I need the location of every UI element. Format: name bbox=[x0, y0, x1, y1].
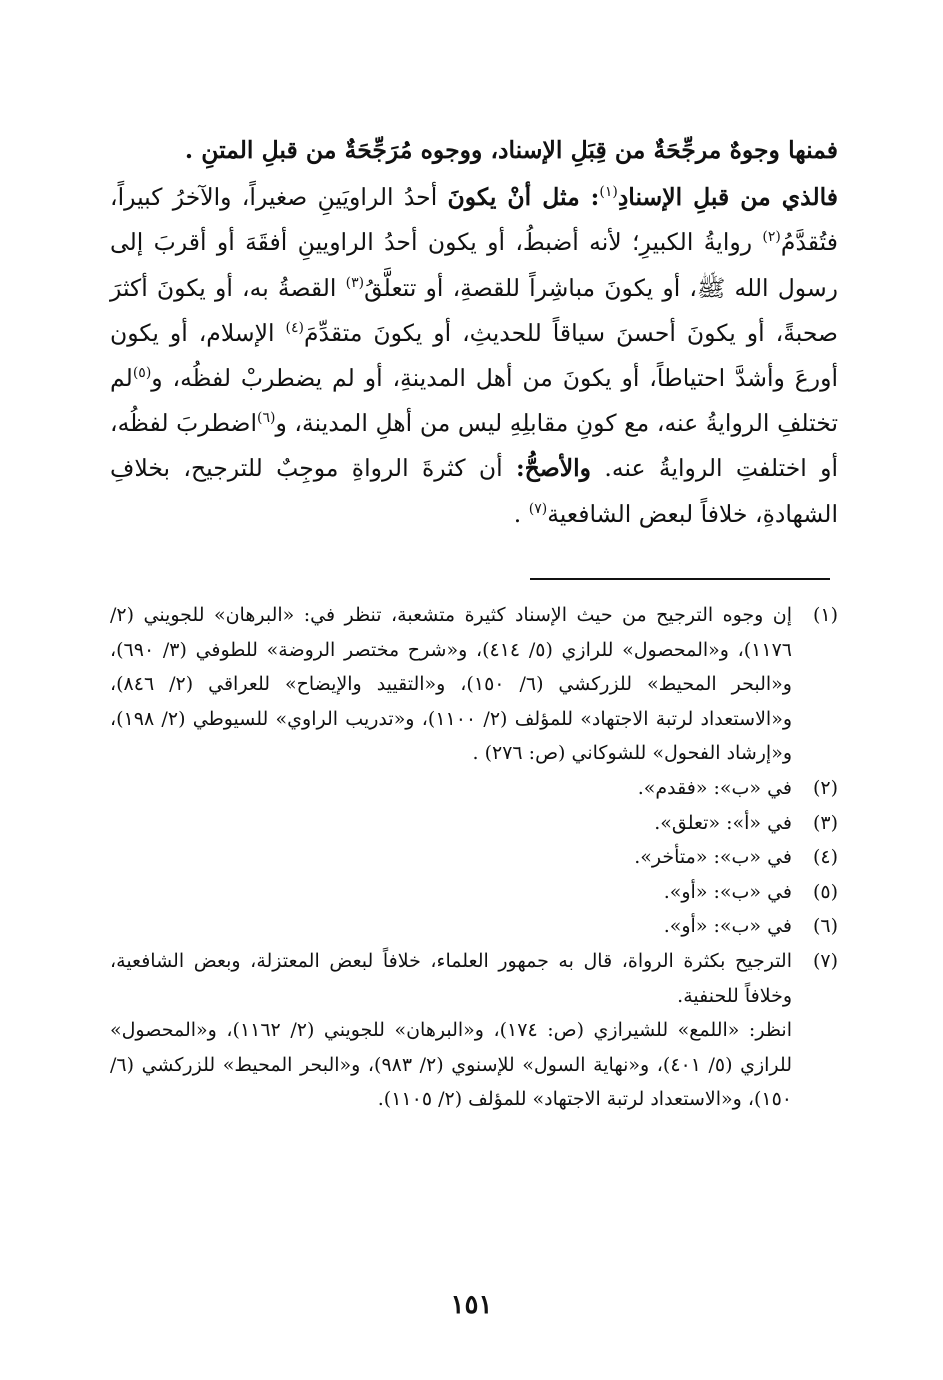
asah-heading: والأصحُّ: bbox=[515, 454, 592, 483]
footnote-ref-7: (٧) bbox=[528, 500, 548, 517]
footnotes bbox=[110, 598, 838, 1117]
isnad-text-e: لم تختلفِ الروايةُ عنه، مع كونِ مقابلِهِ ليس من أهلِ المدينة، و bbox=[110, 364, 838, 438]
isnad-text-d: الإسلام، أو يكون أورعَ وأشدَّ احتياطاً، أو يكونَ من أهل المدينةِ، أو لم يضطربْ لفظُه، و bbox=[110, 318, 838, 393]
isnad-text-a: أحدُ الراويَينِ صغيراً، والآخرُ كبيراً، فتُقدَّمُ bbox=[110, 183, 838, 257]
footnote-number: (٣) bbox=[812, 811, 838, 834]
page-number: ١٥١ bbox=[450, 1290, 493, 1320]
isnad-text-g: أن كثرةَ الرواةِ موجِبٌ للترجيح، بخلافِ الشهادةِ، خلافاً لبعض الشافعية bbox=[110, 454, 838, 528]
footnote-number: (٤) bbox=[812, 846, 838, 869]
footnote-6 bbox=[110, 909, 838, 944]
footnote-4 bbox=[110, 840, 838, 875]
footnote-5 bbox=[110, 875, 838, 910]
footnote-text-line: الترجيح بكثرة الرواة، قال به جمهور العلماء، خلافاً لبعض المعتزلة، وبعض الشافعية، وخلافاً للحنفية. bbox=[110, 949, 792, 1007]
footnote-separator bbox=[530, 578, 830, 580]
isnad-text-b: روايةُ الكبيرِ؛ لأنه أضبطُ، أو يكون أحدُ الراويينِ أفقَهَ أو أقربَ إلى رسول الله ﷺ، أو يكونَ مباشِراً للقصةِ، أو تتعلَّقُ bbox=[110, 228, 838, 302]
intro-text: فمنها وجوهٌ مرجِّحَةٌ من قِبَلِ الإسناد، ووجوه مُرَجِّحَةٌ من قبلِ المتنِ . bbox=[184, 136, 838, 164]
footnote-3 bbox=[110, 806, 838, 841]
isnad-text-f: اضطربَ لفظُه، أو اختلفتِ الروايةُ عنه. bbox=[110, 409, 838, 483]
footnote-number: (١) bbox=[812, 604, 838, 626]
footnote-1 bbox=[110, 598, 838, 771]
isnad-paragraph bbox=[110, 175, 838, 537]
footnote-text: في «ب»: «متأخر». bbox=[634, 846, 792, 869]
footnote-text: في «ب»: «أو». bbox=[663, 915, 792, 938]
footnote-number: (٢) bbox=[812, 776, 838, 799]
intro-paragraph bbox=[110, 128, 838, 173]
footnote-number: (٦) bbox=[812, 915, 838, 938]
footnote-text-references: انظر: «اللمع» للشيرازي (ص: ١٧٤)، و«البرهان» للجويني (٢/ ١١٦٢)، و«المحصول» للرازي (٥/ ٤٠١)، و«نهاية السول» للإسنوي (٢/ ٩٨٣)، و«البحر المحيط» للزركشي (٦/ ١٥٠)، و«الاستعداد لرتبة الاجتهاد» للمؤلف (٢/ ١١٠٥). bbox=[110, 1019, 792, 1111]
main-text bbox=[110, 128, 838, 537]
footnote-2 bbox=[110, 771, 838, 806]
footnote-text: في «ب»: «أو». bbox=[663, 880, 792, 903]
isnad-heading-cont: : مثل أنْ يكونَ bbox=[447, 183, 600, 212]
footnote-number: (٥) bbox=[812, 880, 838, 903]
footnote-text: في «ب»: «فقدم». bbox=[637, 776, 792, 799]
footnote-text: في «أ»: «تعلق». bbox=[654, 811, 792, 834]
footnote-ref-3: (٣) bbox=[345, 274, 365, 291]
isnad-heading: فالذي من قبلِ الإسنادِ bbox=[617, 183, 838, 212]
footnote-7 bbox=[110, 944, 838, 1117]
footnote-ref-4: (٤) bbox=[285, 319, 304, 336]
footnote-text bbox=[110, 944, 792, 1117]
isnad-text-end: . bbox=[513, 499, 529, 528]
footnote-ref-6: (٦) bbox=[256, 410, 276, 427]
footnote-ref-1: (١) bbox=[599, 184, 618, 201]
footnote-number: (٧) bbox=[812, 949, 838, 972]
footnote-ref-2: (٢) bbox=[762, 229, 781, 246]
footnote-ref-5: (٥) bbox=[132, 365, 152, 382]
footnote-text: إن وجوه الترجيح من حيث الإسناد كثيرة متشعبة، تنظر في: «البرهان» للجويني (٢/ ١١٧٦)، و«المحصول» للرازي (٥/ ٤١٤)، و«شرح مختصر الروضة» للطوفي (٣/ ٦٩٠)، و«البحر المحيط» للزركشي (٦/ ١٥٠)، و«التقييد والإيضاح» للعراقي (٢/ ٨٤٦)، و«الاستعداد لرتبة الاجتهاد» للمؤلف (٢/ ١١٠٠)، و«تدريب الراوي» للسيوطي (٢/ ١٩٨)، و«إرشاد الفحول» للشوكاني (ص: ٢٧٦) . bbox=[110, 604, 792, 765]
isnad-text-c: القصةُ به، أو يكونَ أكثرَ صحبةً، أو يكونَ أحسنَ سياقاً للحديثِ، أو يكونَ متقدِّمَ bbox=[110, 273, 839, 347]
